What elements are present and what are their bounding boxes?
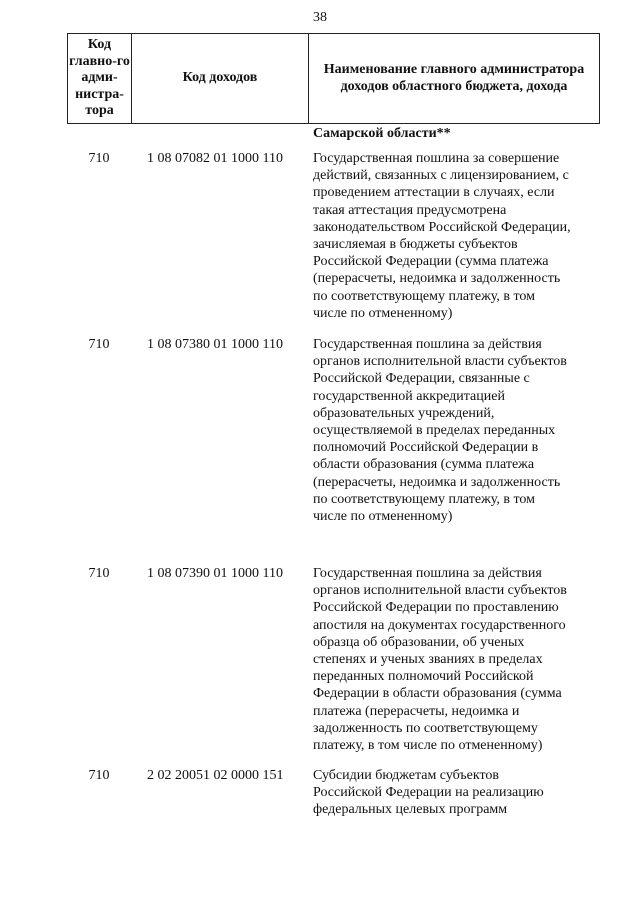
- admin-code: 710: [88, 768, 110, 783]
- description-line: законодательством Российской Федерации,: [313, 219, 571, 235]
- description-line: Российской Федерации, связанные с: [313, 371, 530, 387]
- income-code: 2 02 20051 02 0000 151: [147, 768, 284, 783]
- description-line: Российской Федерации по проставлению: [313, 600, 559, 616]
- income-description: [313, 767, 603, 819]
- description-line: платежу, в том числе по отмененному): [313, 738, 543, 754]
- description-line: полномочий Российской Федерации в: [313, 440, 539, 456]
- description-line: Государственная пошлина за действия: [313, 566, 542, 581]
- description-line: переданных полномочий Российской: [313, 669, 534, 685]
- income-description: [313, 336, 603, 525]
- description-line: действий, связанных с лицензированием, с: [313, 168, 569, 184]
- description-line: федеральных целевых программ: [313, 802, 508, 818]
- income-description: [313, 565, 603, 754]
- description-line: осуществляемой в пределах переданных: [313, 423, 556, 439]
- description-line: по соответствующему платежу, в том: [313, 288, 536, 304]
- description-line: органов исполнительной власти субъектов: [313, 354, 567, 370]
- description-line: образца об образовании, об ученых: [313, 634, 525, 650]
- income-code: 1 08 07082 01 1000 110: [147, 151, 283, 166]
- description-line: Федерации в области образования (сумма: [313, 686, 562, 702]
- description-line: апостиля на документах государственного: [313, 617, 566, 633]
- description-line: органов исполнительной власти субъектов: [313, 583, 567, 599]
- description-line: такая аттестация предусмотрена: [313, 202, 507, 218]
- admin-code: 710: [88, 337, 110, 352]
- description-line: (перерасчеты, недоимка и задолженность: [313, 474, 561, 490]
- page-number: 38: [313, 10, 327, 25]
- continuation-text: Самарской области**: [313, 126, 451, 141]
- description-line: Субсидии бюджетам субъектов: [313, 768, 500, 783]
- description-line: Российской Федерации (сумма платежа: [313, 254, 549, 270]
- description-line: области образования (сумма платежа: [313, 457, 535, 473]
- admin-code: 710: [88, 151, 110, 166]
- description-line: проведением аттестации в случаях, если: [313, 185, 555, 201]
- description-line: государственной аккредитацией: [313, 388, 505, 404]
- header-name: Наименование главного администратора доходов областного бюджета, дохода: [323, 62, 585, 94]
- description-line: образовательных учреждений,: [313, 405, 495, 421]
- description-line: числе по отмененному): [313, 509, 453, 525]
- description-line: зачисляемая в бюджеты субъектов: [313, 237, 518, 253]
- description-line: платежа (перерасчеты, недоимка и: [313, 703, 520, 719]
- description-line: числе по отмененному): [313, 305, 453, 321]
- description-line: Государственная пошлина за действия: [313, 337, 542, 352]
- income-code: 1 08 07380 01 1000 110: [147, 337, 283, 352]
- income-description: [313, 150, 603, 322]
- header-income-code: Код доходов: [132, 34, 309, 123]
- header-admin-code: Код главно-го адми-нистра-тора: [68, 34, 132, 123]
- description-line: Российской Федерации на реализацию: [313, 785, 544, 801]
- description-line: задолженность по соответствующему: [313, 720, 538, 736]
- description-line: по соответствующему платежу, в том: [313, 491, 536, 507]
- description-line: Государственная пошлина за совершение: [313, 151, 560, 166]
- admin-code: 710: [88, 566, 110, 581]
- table-header: [67, 33, 600, 124]
- description-line: степенях и ученых званиях в пределах: [313, 652, 543, 668]
- description-line: (перерасчеты, недоимка и задолженность: [313, 271, 561, 287]
- income-code: 1 08 07390 01 1000 110: [147, 566, 283, 581]
